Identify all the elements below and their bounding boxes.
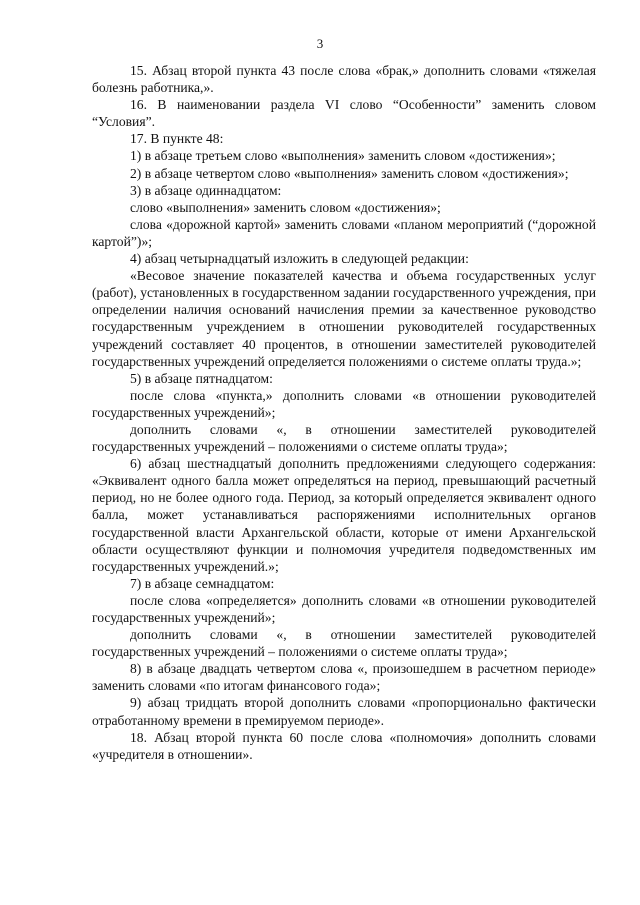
subitem-17-5-line-2: дополнить словами «, в отношении заместителей руководителей государственных учреждений – положениями о системе оплаты труда»;	[92, 421, 596, 455]
subitem-17-4: 4) абзац четырнадцатый изложить в следующей редакции:	[130, 251, 469, 267]
paragraph-item-18: 18. Абзац второй пункта 60 после слова «полномочия» дополнить словами «учредителя в отношении».	[92, 729, 596, 762]
subitem-17-9: 9) абзац тридцать второй дополнить словами «пропорционально фактически отработанному времени в премируемом периоде».	[92, 695, 596, 728]
subitem-17-1: 1) в абзаце третьем слово «выполнения» заменить словом «достижения»;	[130, 148, 556, 164]
paragraph-item-16: 16. В наименовании раздела VI слово “Особенности” заменить словом “Условия”.	[92, 97, 596, 130]
subitem-17-4-quote: «Весовое значение показателей качества и объема государственных услуг (работ), установленных в государственном задании государственного учреждения, при определении наличия оснований начисления премии за качественное руководство государственным учреждением в отношении руководителей государственных учреждений составляет 40 процентов, в отношении заместителей руководителей государственных учреждений определяется положениями о системе оплаты труда.»;	[92, 268, 596, 369]
subitem-17-3-line-2: слова «дорожной картой» заменить словами «планом мероприятий (“дорожной картой”)»;	[92, 216, 596, 249]
paragraph-item-15: 15. Абзац второй пункта 43 после слова «брак,» дополнить словами «тяжелая болезнь работника,».	[92, 63, 596, 96]
paragraph-item-17: 17. В пункте 48:	[130, 131, 224, 147]
subitem-17-7-line-1: после слова «определяется» дополнить словами «в отношении руководителей государственных учреждений»;	[92, 592, 596, 625]
subitem-17-3: 3) в абзаце одиннадцатом:	[130, 182, 282, 198]
subitem-17-7-line-2: дополнить словами «, в отношении заместителей руководителей государственных учреждений – положениями о системе оплаты труда»;	[92, 627, 596, 660]
subitem-17-7: 7) в абзаце семнадцатом:	[130, 575, 275, 591]
page-number: 3	[316, 36, 324, 51]
subitem-17-8: 8) в абзаце двадцать четвертом слова «, произошедшем в расчетном периоде» заменить словами «по итогам финансового года»;	[92, 661, 596, 694]
subitem-17-3-line-1: слово «выполнения» заменить словом «достижения»;	[130, 199, 441, 215]
document-body	[92, 62, 596, 763]
subitem-17-5: 5) в абзаце пятнадцатом:	[130, 370, 273, 386]
subitem-17-2: 2) в абзаце четвертом слово «выполнения» заменить словом «достижения»;	[130, 165, 569, 181]
subitem-17-6: 6) абзац шестнадцатый дополнить предложениями следующего содержания: «Эквивалент одного балла может определяться на период, превышающий расчетный период, но не более одного года. Период, за который определяется эквивалент одного балла, может устанавливаться распоряжениями исполнительных органов государственной власти Архангельской области, которые от имени Архангельской области осуществляют функции и полномочия учредителя подведомственных им государственных учреждений.»;	[92, 456, 596, 574]
subitem-17-5-line-1: после слова «пункта,» дополнить словами «в отношении руководителей государственных учреждений»;	[92, 387, 596, 420]
